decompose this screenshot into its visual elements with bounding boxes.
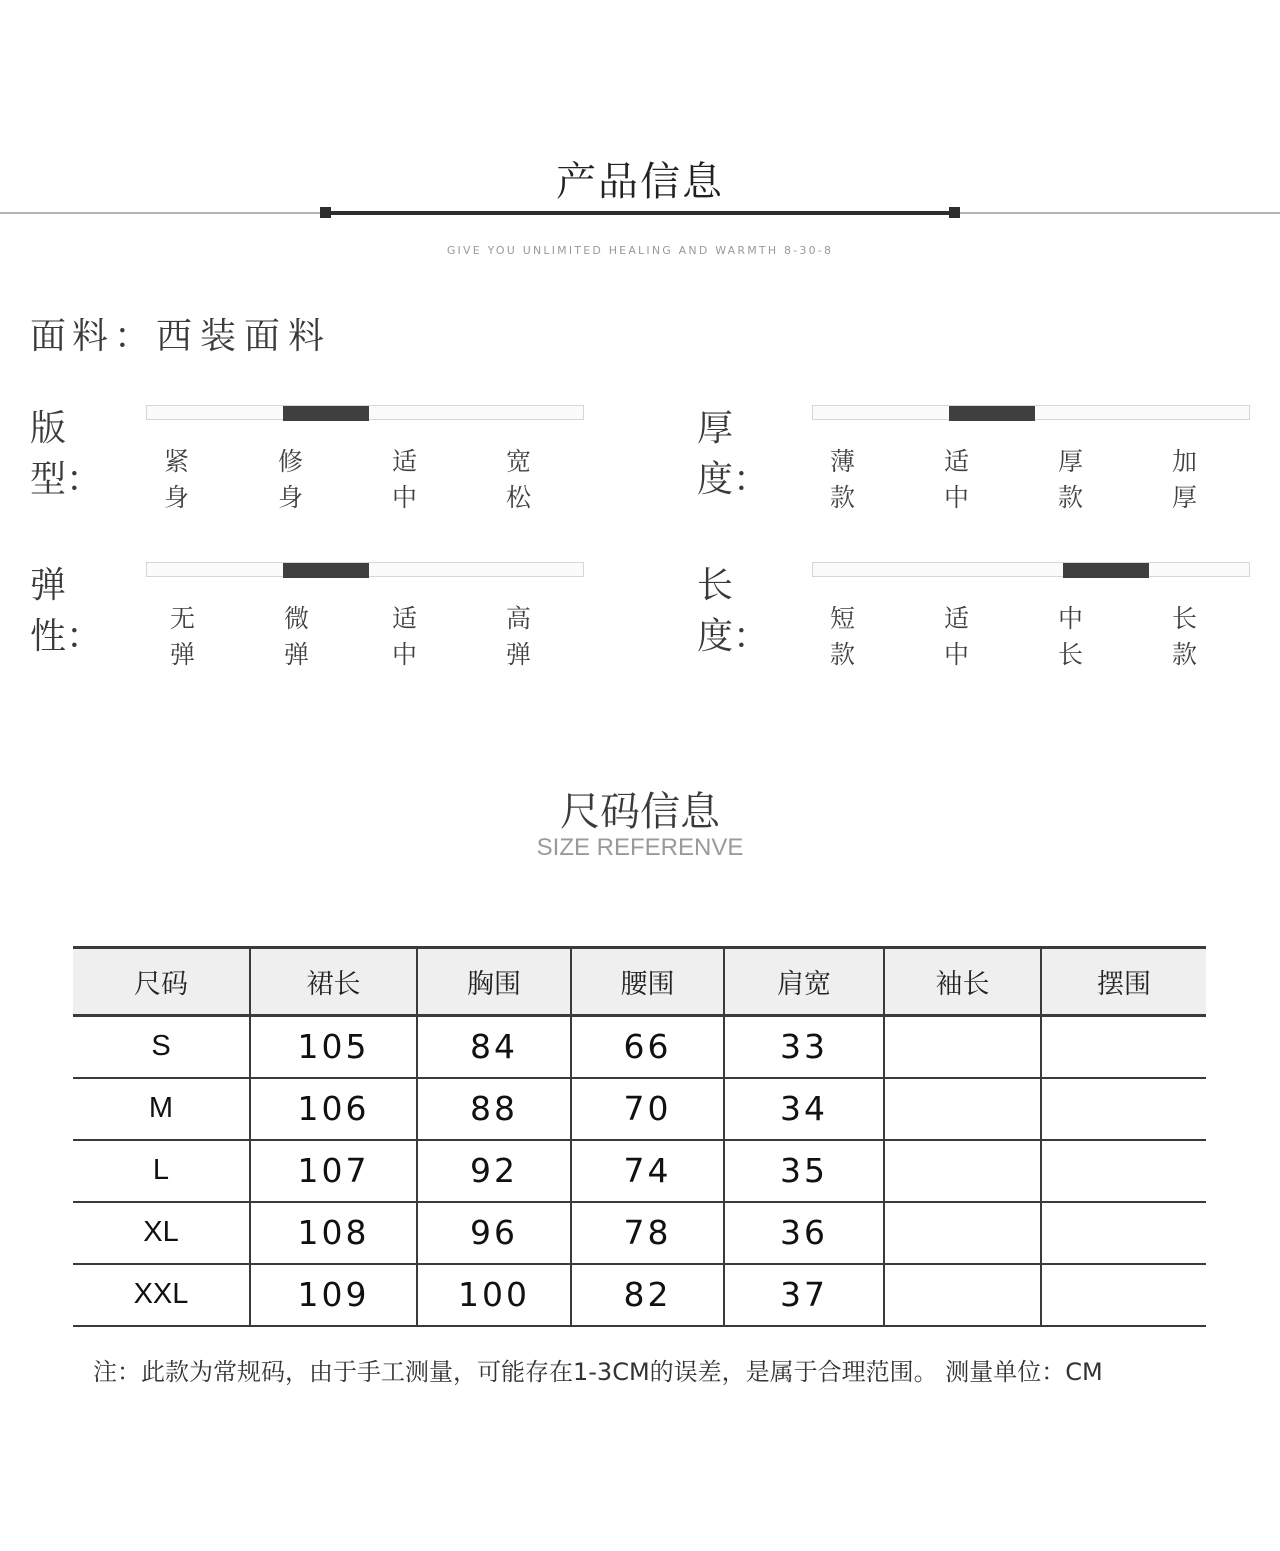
table-cell — [884, 1264, 1041, 1326]
header-hem: 摆围 — [1041, 948, 1206, 1016]
attribute-scale — [812, 562, 1250, 577]
size-info-subtitle: SIZE REFERENVE — [536, 834, 744, 861]
attribute-label: 弹性： — [30, 565, 103, 657]
table-cell: 88 — [417, 1078, 571, 1140]
header-skirt-length: 裙长 — [250, 948, 417, 1016]
table-header-row — [73, 948, 1206, 1016]
size-info-title: 尺码信息 — [560, 789, 720, 835]
scale-option: 宽松 — [506, 447, 532, 512]
fabric-value: 西装面料 — [156, 316, 333, 357]
table-cell: L — [152, 1154, 170, 1186]
table-cell — [1041, 1016, 1206, 1078]
table-cell — [1041, 1202, 1206, 1264]
scale-option: 适中 — [392, 447, 418, 512]
attribute-label: 长度： — [697, 565, 770, 657]
table-cell: 107 — [250, 1140, 417, 1202]
table-cell: 84 — [417, 1016, 571, 1078]
table-cell: 74 — [571, 1140, 724, 1202]
table-cell: 36 — [724, 1202, 884, 1264]
attribute-scale — [812, 405, 1250, 420]
scale-option: 薄款 — [830, 447, 856, 512]
table-cell: 106 — [250, 1078, 417, 1140]
table-row — [73, 1016, 1206, 1078]
table-cell: 66 — [571, 1016, 724, 1078]
table-cell: 37 — [724, 1264, 884, 1326]
table-row — [73, 1264, 1206, 1326]
scale-option: 适中 — [392, 604, 418, 669]
table-cell — [884, 1140, 1041, 1202]
scale-option: 厚款 — [1058, 447, 1084, 512]
scale-option: 加厚 — [1172, 447, 1198, 512]
size-table — [73, 946, 1206, 1327]
table-cell — [884, 1016, 1041, 1078]
table-cell: M — [148, 1092, 174, 1124]
scale-marker — [1063, 563, 1149, 578]
table-cell: 33 — [724, 1016, 884, 1078]
header-shoulder: 肩宽 — [724, 948, 884, 1016]
attribute-label: 厚度： — [697, 408, 770, 500]
table-row — [73, 1202, 1206, 1264]
table-cell: 35 — [724, 1140, 884, 1202]
product-info-subtitle: GIVE YOU UNLIMITED HEALING AND WARMTH 8-30-8 — [446, 244, 834, 257]
table-cell — [1041, 1264, 1206, 1326]
scale-option: 短款 — [830, 604, 856, 669]
table-cell — [1041, 1078, 1206, 1140]
product-info-title: 产品信息 — [556, 159, 724, 205]
scale-option: 适中 — [944, 604, 970, 669]
scale-marker — [283, 406, 369, 421]
title-divider-accent — [325, 211, 955, 215]
scale-option: 高弹 — [506, 604, 532, 669]
scale-option: 微弹 — [284, 604, 310, 669]
table-cell: 105 — [250, 1016, 417, 1078]
table-cell: XXL — [133, 1278, 189, 1310]
scale-option: 无弹 — [170, 604, 196, 669]
table-cell: 78 — [571, 1202, 724, 1264]
scale-marker — [949, 406, 1035, 421]
table-cell: 96 — [417, 1202, 571, 1264]
scale-option: 适中 — [944, 447, 970, 512]
header-size: 尺码 — [134, 969, 188, 1000]
size-table-wrapper — [73, 946, 1206, 1327]
table-cell: 109 — [250, 1264, 417, 1326]
scale-marker — [283, 563, 369, 578]
table-cell: 82 — [571, 1264, 724, 1326]
scale-option: 长款 — [1172, 604, 1198, 669]
table-cell — [884, 1202, 1041, 1264]
table-cell — [1041, 1140, 1206, 1202]
measurement-note: 注：此款为常规码，由于手工测量，可能存在1-3CM的误差，是属于合理范围。 测量单位：CM — [93, 1358, 1103, 1386]
table-cell: 92 — [417, 1140, 571, 1202]
header-waist: 腰围 — [571, 948, 724, 1016]
table-row — [73, 1140, 1206, 1202]
scale-option: 紧身 — [164, 447, 190, 512]
scale-option: 修身 — [278, 447, 304, 512]
table-cell: 100 — [417, 1264, 571, 1326]
table-row — [73, 1078, 1206, 1140]
table-cell — [884, 1078, 1041, 1140]
header-sleeve: 袖长 — [884, 948, 1041, 1016]
table-cell: XL — [143, 1216, 179, 1248]
table-cell: S — [151, 1030, 171, 1063]
fabric-label: 面料： — [30, 316, 157, 357]
divider-left-dot — [320, 207, 331, 218]
scale-option: 中长 — [1058, 604, 1084, 669]
attribute-label: 版型： — [30, 408, 103, 500]
header-bust: 胸围 — [417, 948, 571, 1016]
fabric-row — [30, 308, 332, 359]
attribute-scale — [146, 405, 584, 420]
table-cell: 34 — [724, 1078, 884, 1140]
table-cell: 108 — [250, 1202, 417, 1264]
attribute-scale — [146, 562, 584, 577]
table-cell: 70 — [571, 1078, 724, 1140]
divider-right-dot — [949, 207, 960, 218]
